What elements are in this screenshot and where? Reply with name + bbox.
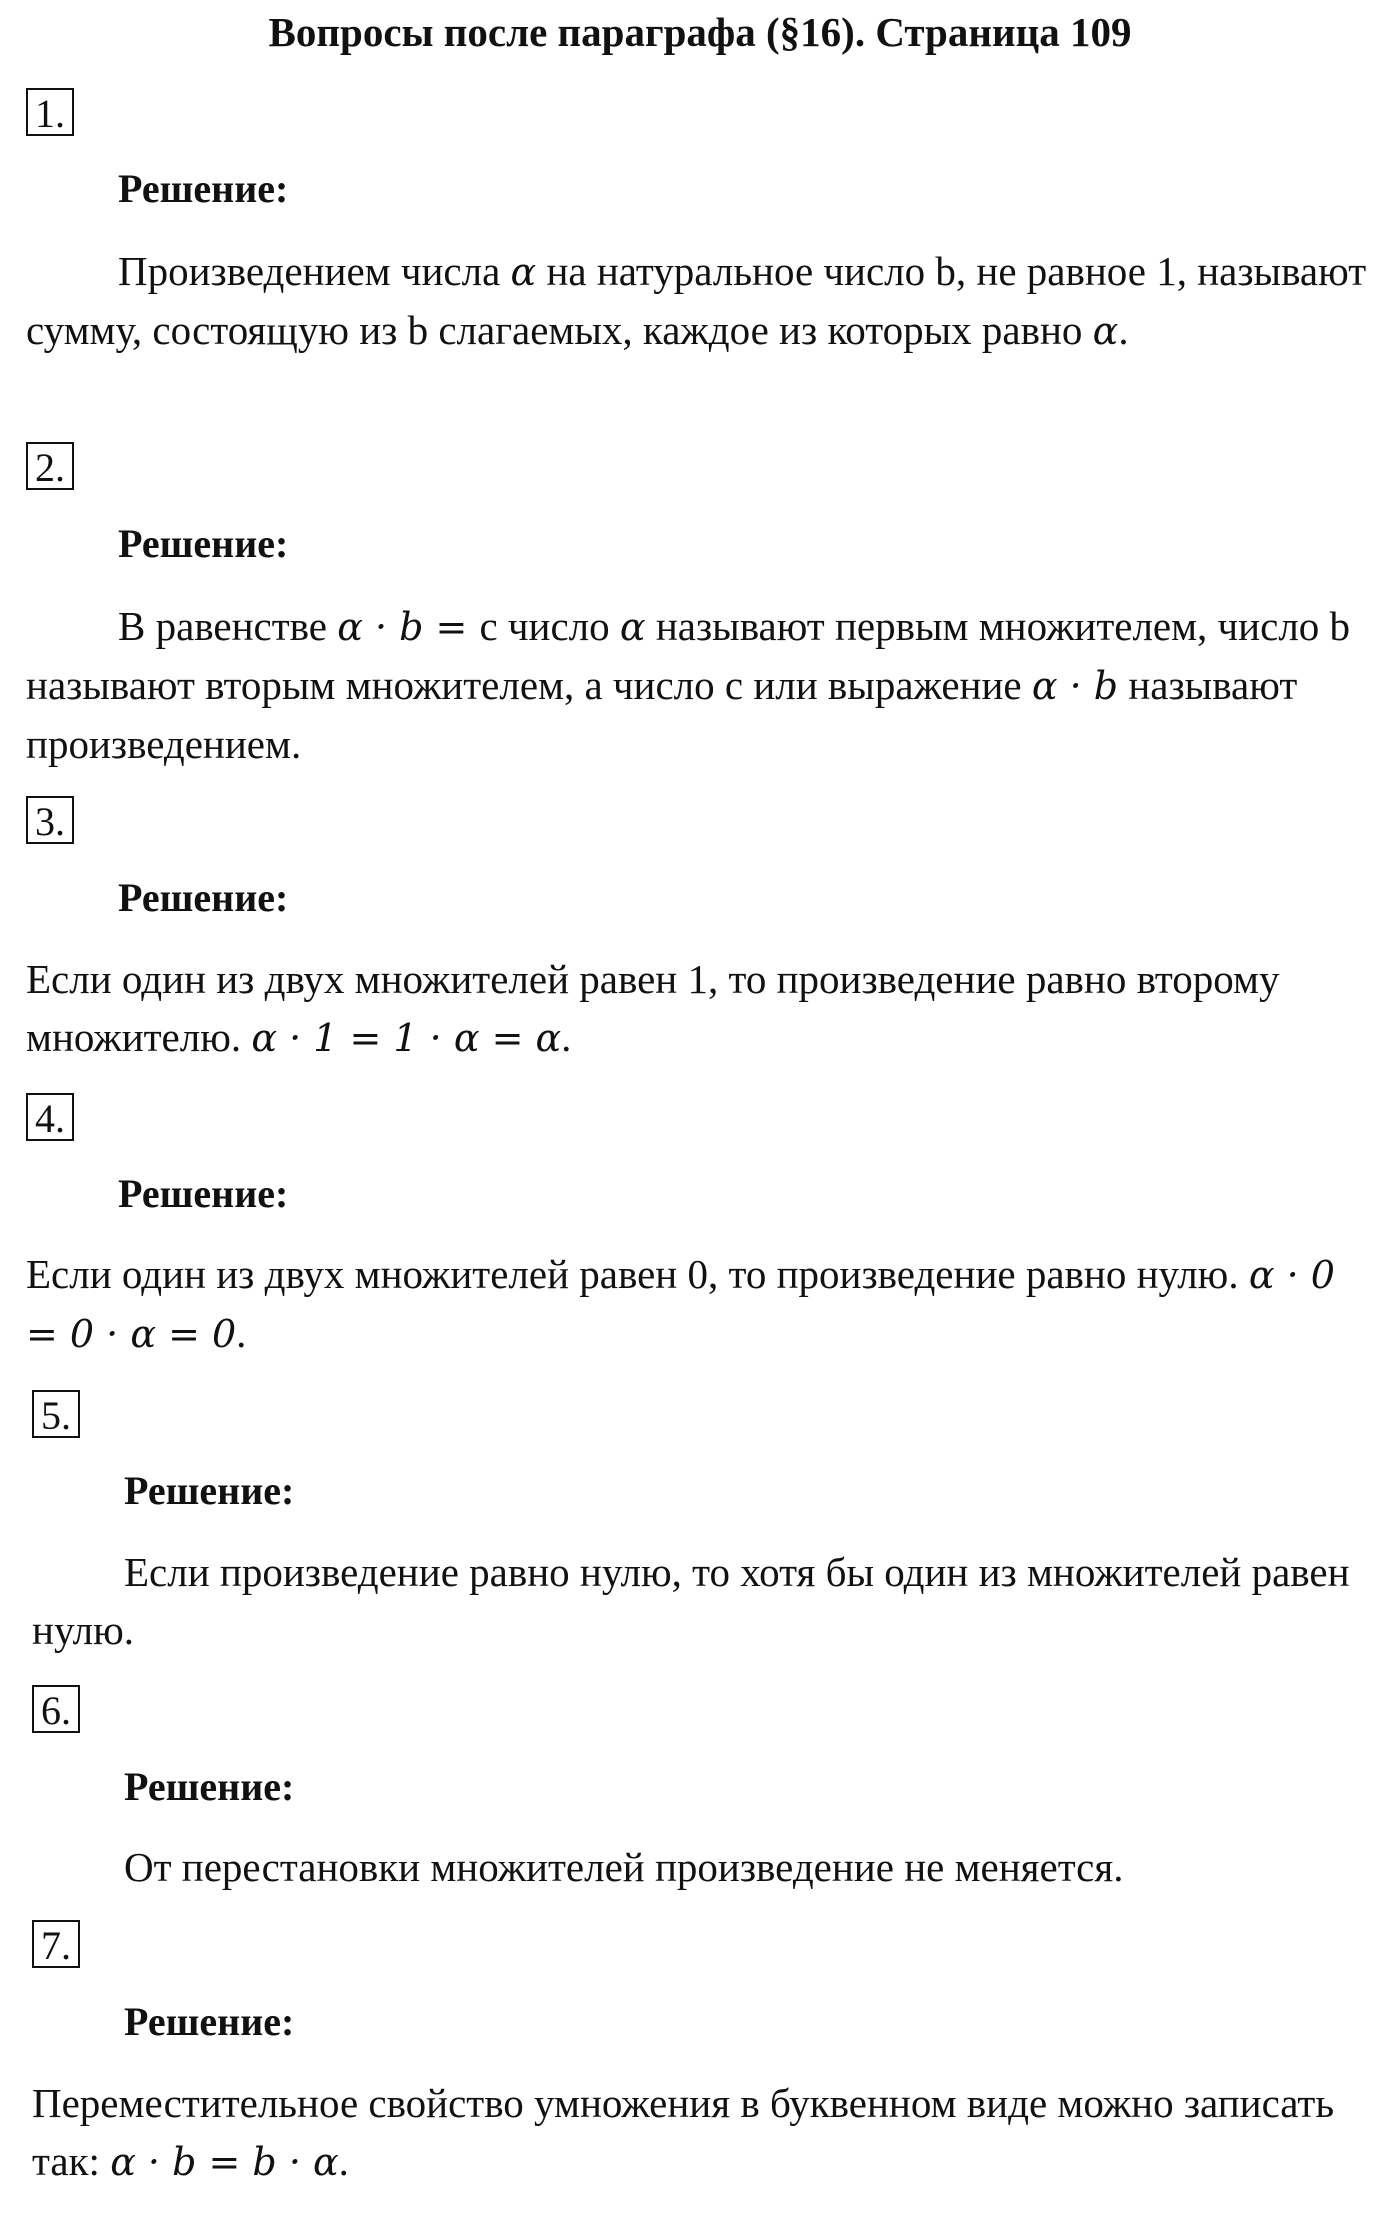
- answer-7: Переместительное свойство умножения в буквенном виде можно записать так: α · b = b · α.: [32, 2080, 1335, 2184]
- question-number-1: 1.: [26, 88, 74, 136]
- solution-heading-6: Решение:: [124, 1764, 295, 1809]
- answer-4: Если один из двух множителей равен 0, то произведение равно нулю. α · 0 = 0 · α = 0.: [26, 1251, 1335, 1356]
- answer-3: Если один из двух множителей равен 1, то произведение равно второму множителю. α · 1 = 1 · α = α.: [26, 956, 1280, 1060]
- question-number-4: 4.: [26, 1093, 74, 1141]
- solution-heading-7: Решение:: [124, 1999, 295, 2044]
- answer-5: Если произведение равно нулю, то хотя бы один из множителей равен нулю.: [32, 1549, 1350, 1653]
- page-title: Вопросы после параграфа (§16). Страница 109: [268, 9, 1132, 55]
- solution-heading-3: Решение:: [118, 875, 289, 920]
- question-number-3: 3.: [26, 796, 74, 844]
- question-number-6: 6.: [32, 1685, 80, 1733]
- solution-heading-5: Решение:: [124, 1468, 295, 1513]
- solution-heading-1: Решение:: [118, 166, 289, 211]
- question-number-7: 7.: [32, 1920, 80, 1968]
- solution-heading-2: Решение:: [118, 521, 289, 566]
- answer-6: От перестановки множителей произведение не меняется.: [124, 1844, 1124, 1890]
- answer-2: В равенстве α · b = с число α называют первым множителем, число b называют вторым множителем, а число с или выражение α · b называют произведением.: [26, 603, 1351, 767]
- answer-1: Произведением числа α на натуральное число b, не равное 1, называют сумму, состоящую из b слагаемых, каждое из которых равно α.: [26, 248, 1367, 353]
- question-number-5: 5.: [32, 1390, 80, 1438]
- question-number-2: 2.: [26, 442, 74, 490]
- solution-heading-4: Решение:: [118, 1171, 289, 1216]
